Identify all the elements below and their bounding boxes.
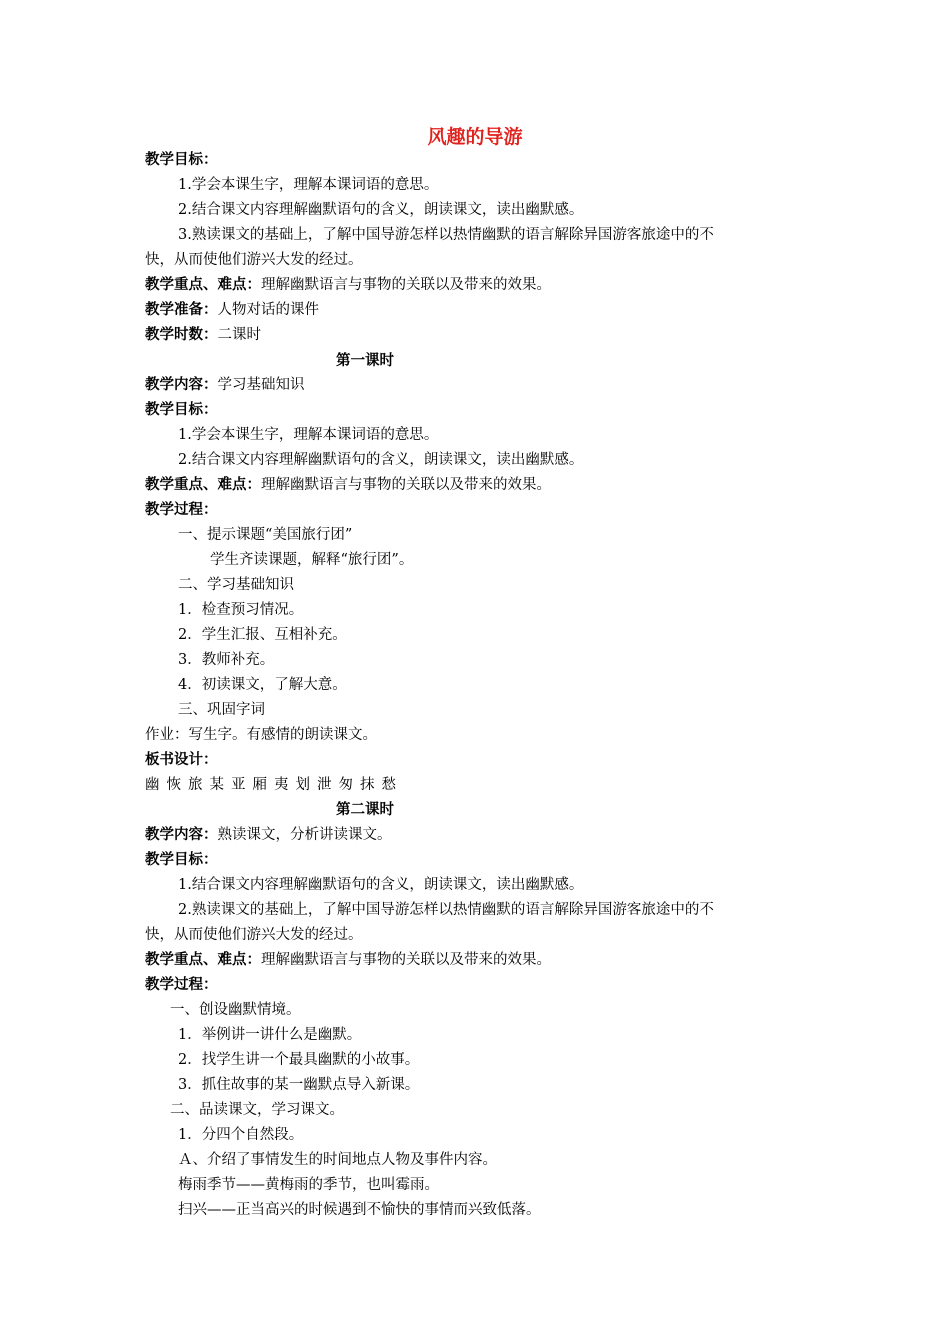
process-step-2-item-4: 4．初读课文，了解大意。 xyxy=(178,677,347,693)
key-points: 教学重点、难点：理解幽默语言与事物的关联以及带来的效果。 xyxy=(145,276,551,293)
process-step-2-item-1: 1．检查预习情况。 xyxy=(178,602,304,618)
objective-2: 2.结合课文内容理解幽默语句的含义，朗读课文，读出幽默感。 xyxy=(178,202,584,218)
process-step-2: 二、学习基础知识 xyxy=(178,577,294,593)
lesson-2-heading: 第二课时 xyxy=(336,801,394,818)
lesson-2-objective-1: 1.结合课文内容理解幽默语句的含义，朗读课文，读出幽默感。 xyxy=(178,877,584,893)
process-step-1: 一、提示课题“美国旅行团” xyxy=(178,527,353,543)
homework: 作业：写生字。有感情的朗读课文。 xyxy=(145,727,377,743)
lesson-2-objective-2-cont: 快，从而使他们游兴大发的经过。 xyxy=(145,927,363,943)
lesson-1-objective-1: 1.学会本课生字，理解本课词语的意思。 xyxy=(178,427,439,443)
lesson-2-content: 教学内容：熟读课文，分析讲读课文。 xyxy=(145,826,392,843)
process-step-2-item-3: 3．教师补充。 xyxy=(178,652,275,668)
lesson-1-content: 教学内容：学习基础知识 xyxy=(145,376,305,393)
lesson-2-section-a: Ａ、介绍了事情发生的时间地点人物及事件内容。 xyxy=(178,1152,497,1168)
objective-1: 1.学会本课生字，理解本课词语的意思。 xyxy=(178,177,439,193)
class-hours: 教学时数：二课时 xyxy=(145,326,261,343)
lesson-1-heading: 第一课时 xyxy=(336,352,394,369)
lesson-2-objective-2: 2.熟读课文的基础上，了解中国导游怎样以热情幽默的语言解除异国游客旅途中的不 xyxy=(178,902,714,918)
vocab-meiyu: 梅雨季节——黄梅雨的季节，也叫霉雨。 xyxy=(178,1177,439,1193)
process-step-3: 三、巩固字词 xyxy=(178,702,265,718)
lesson-2-step-1-item-2: 2．找学生讲一个最具幽默的小故事。 xyxy=(178,1052,420,1068)
preparation: 教学准备：人物对话的课件 xyxy=(145,301,319,318)
objective-3: 3.熟读课文的基础上，了解中国导游怎样以热情幽默的语言解除异国游客旅途中的不 xyxy=(178,227,714,243)
lesson-2-step-2-item-1: 1．分四个自然段。 xyxy=(178,1127,304,1143)
board-characters: 幽 恢 旅 某 亚 厢 夷 划 泄 匆 抹 愁 xyxy=(145,777,396,793)
board-design-heading: 板书设计： xyxy=(145,751,218,768)
lesson-1-process-heading: 教学过程： xyxy=(145,501,218,518)
lesson-2-step-2: 二、品读课文，学习课文。 xyxy=(170,1102,344,1118)
lesson-2-key-points: 教学重点、难点：理解幽默语言与事物的关联以及带来的效果。 xyxy=(145,951,551,968)
document-title: 风趣的导游 xyxy=(427,126,523,148)
lesson-2-process-heading: 教学过程： xyxy=(145,976,218,993)
lesson-1-key-points: 教学重点、难点：理解幽默语言与事物的关联以及带来的效果。 xyxy=(145,476,551,493)
objective-3-cont: 快，从而使他们游兴大发的经过。 xyxy=(145,252,363,268)
lesson-2-step-1: 一、创设幽默情境。 xyxy=(170,1002,301,1018)
lesson-2-step-1-item-3: 3．抓住故事的某一幽默点导入新课。 xyxy=(178,1077,420,1093)
process-step-2-item-2: 2．学生汇报、互相补充。 xyxy=(178,627,347,643)
lesson-2-step-1-item-1: 1．举例讲一讲什么是幽默。 xyxy=(178,1027,362,1043)
process-step-1-detail: 学生齐读课题，解释“旅行团”。 xyxy=(210,552,414,568)
lesson-1-objective-2: 2.结合课文内容理解幽默语句的含义，朗读课文，读出幽默感。 xyxy=(178,452,584,468)
heading-objectives: 教学目标： xyxy=(145,151,218,168)
lesson-2-objectives-heading: 教学目标： xyxy=(145,851,218,868)
vocab-saoxing: 扫兴——正当高兴的时候遇到不愉快的事情而兴致低落。 xyxy=(178,1202,541,1218)
lesson-1-objectives-heading: 教学目标： xyxy=(145,401,218,418)
